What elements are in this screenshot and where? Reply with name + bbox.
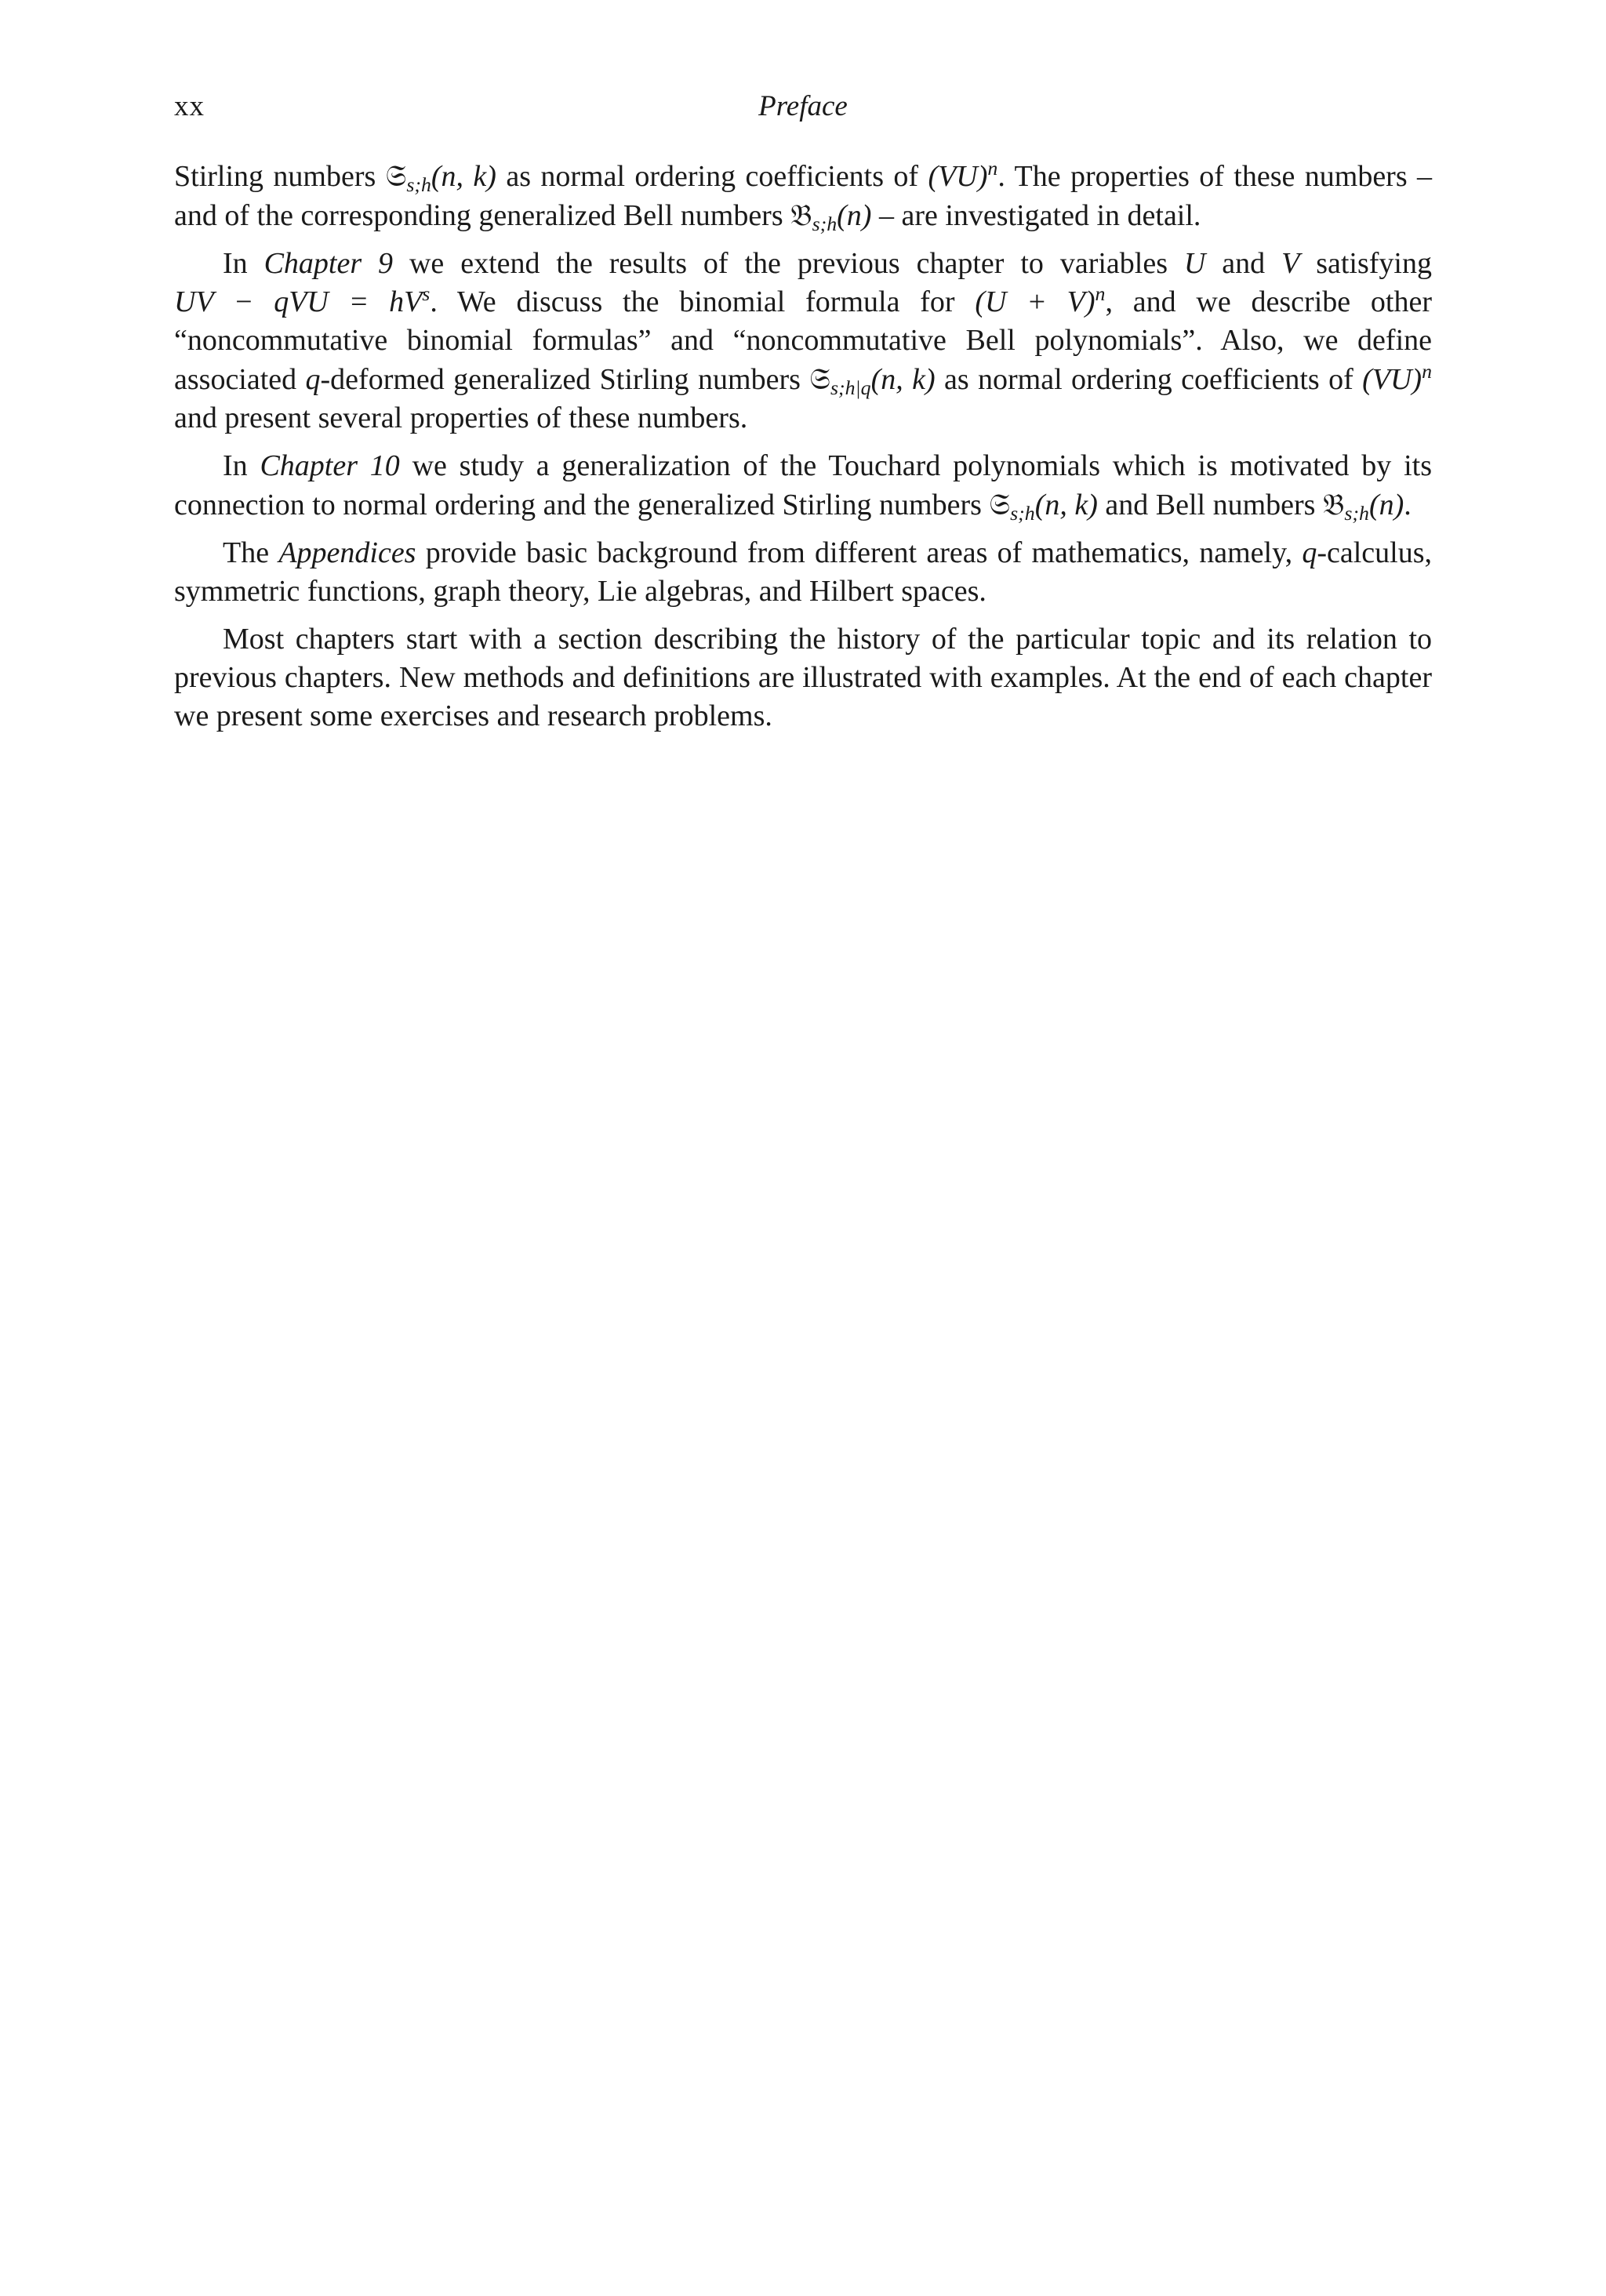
math-arguments: (n, k) — [870, 363, 936, 396]
math-superscript: s — [422, 282, 431, 305]
text-run: and Bell numbers — [1097, 489, 1323, 521]
emphasis-text: Chapter 10 — [260, 449, 400, 482]
math-expression — [174, 282, 431, 318]
emphasis-text: Appendices — [278, 536, 416, 569]
math-expression — [809, 361, 936, 400]
math-superscript: n — [1422, 359, 1432, 383]
math-symbol: U — [1183, 247, 1206, 280]
text-run: -deformed generalized Stirling numbers — [320, 363, 810, 396]
math-superscript: n — [1095, 282, 1106, 305]
body-text — [174, 157, 1432, 745]
math-expression — [1322, 487, 1404, 525]
math-symbol: 𝔅 — [1322, 487, 1345, 521]
text-run: we extend the results of the previous chapter to variables — [393, 247, 1184, 280]
math-symbol: 𝔖 — [385, 158, 407, 193]
text-run: . — [1404, 489, 1412, 521]
math-symbol: V — [1281, 247, 1300, 280]
text-run: satisfying — [1299, 247, 1432, 280]
text-run: . We discuss the binomial formula for — [430, 285, 976, 318]
text-run: as normal ordering coefficients of — [935, 363, 1363, 396]
paragraph-4 — [174, 534, 1432, 611]
math-arguments: (n) — [1368, 489, 1404, 521]
paragraph-5 — [174, 620, 1432, 736]
text-run: In — [223, 449, 260, 482]
running-head — [174, 88, 1432, 125]
text-run: Stirling numbers — [174, 160, 386, 193]
math-arguments: (n, k) — [431, 160, 496, 193]
math-expression — [975, 282, 1106, 318]
paragraph-1 — [174, 157, 1432, 235]
math-expression — [1281, 247, 1299, 280]
text-run: as normal ordering coefficients of — [496, 160, 928, 193]
math-symbol: 𝔖 — [989, 487, 1011, 521]
math-expression — [1362, 359, 1432, 396]
math-symbol: (VU) — [1362, 363, 1423, 396]
text-run: Most chapters start with a section describing the history of the particular topic and its relation to previous chapters. New methods and definitions are illustrated with examples. At the end of each chapter we present some exercises and research problems. — [174, 623, 1432, 732]
math-expression — [790, 198, 872, 236]
math-subscript: s;h — [1010, 502, 1035, 525]
math-symbol: (U + V) — [975, 285, 1095, 318]
text-run: The — [223, 536, 279, 569]
math-subscript: s;h — [1344, 502, 1369, 525]
math-symbol: (VU) — [928, 160, 988, 193]
math-subscript: s;h — [406, 173, 431, 197]
math-symbol: 𝔖 — [809, 361, 830, 396]
text-run: we study a generalization of the Touchard polynomials which is motivated by its connection to normal ordering and the generalized Stirling numbers — [174, 449, 1432, 521]
math-subscript: s;h — [812, 213, 838, 236]
text-run: , and we describe other “noncommutative binomial formulas” and “noncommutative Bell polynomials”. Also, we define associated — [174, 285, 1432, 396]
math-arguments: (n) — [837, 199, 872, 232]
math-symbol: 𝔅 — [790, 198, 812, 232]
math-expression — [1184, 247, 1205, 280]
text-run: and present several properties of these numbers. — [174, 401, 748, 434]
math-subscript: s;h|q — [830, 376, 871, 400]
math-superscript: n — [987, 156, 998, 180]
running-title: Preface — [758, 90, 848, 122]
text-run: -calculus, symmetric functions, graph theory, Lie algebras, and Hilbert spaces. — [174, 536, 1433, 608]
math-expression — [385, 158, 496, 197]
page-number: xx — [174, 90, 205, 122]
text-run: and — [1205, 247, 1282, 280]
paragraph-2 — [174, 245, 1432, 438]
text-run: . The properties of these numbers – and of the corresponding generalized Bell numbers — [174, 160, 1433, 232]
math-expression — [989, 487, 1098, 525]
text-run: provide basic background from different areas of mathematics, namely, — [416, 536, 1303, 569]
text-run: In — [223, 247, 264, 280]
math-expression — [928, 156, 998, 193]
math-arguments: (n, k) — [1034, 489, 1098, 521]
math-symbol: q — [305, 363, 321, 396]
math-expression — [306, 363, 321, 396]
paragraph-3 — [174, 447, 1432, 525]
math-symbol: UV − qVU = hV — [174, 285, 423, 318]
emphasis-text: Chapter 9 — [263, 247, 394, 280]
text-run: – are investigated in detail. — [871, 199, 1201, 232]
math-expression — [1302, 536, 1317, 569]
math-symbol: q — [1302, 536, 1317, 569]
